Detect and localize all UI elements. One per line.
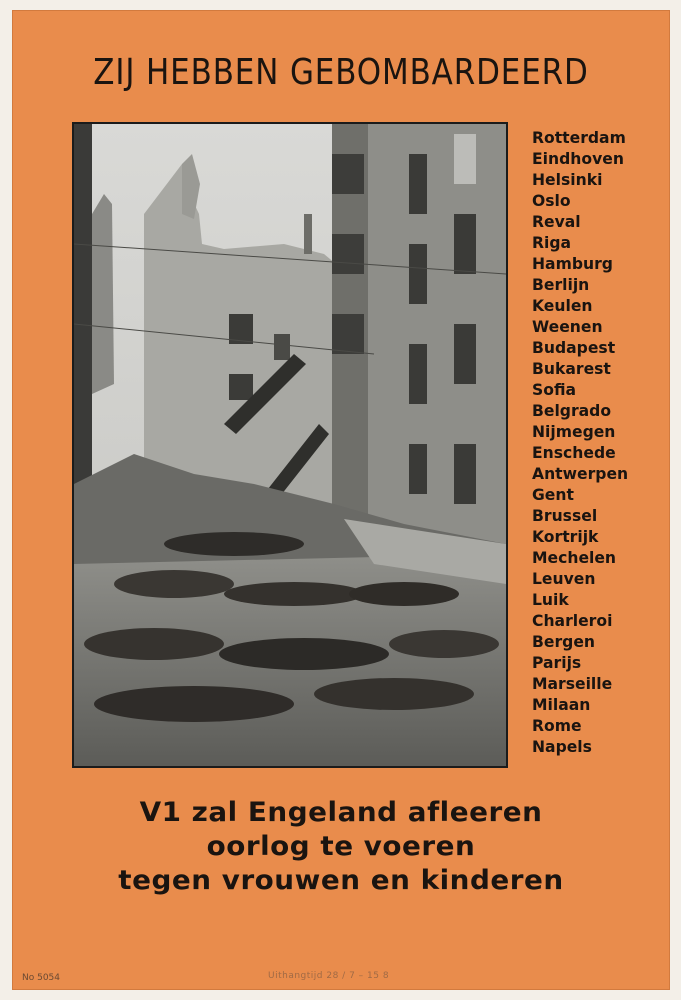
city-name: Mechelen bbox=[532, 549, 617, 567]
city-name: Sofia bbox=[532, 381, 577, 399]
slogan-line-1: V1 zal Engeland afleeren bbox=[139, 797, 543, 828]
city-name: Parijs bbox=[532, 654, 582, 672]
city-name: Antwerpen bbox=[532, 465, 629, 483]
city-name: Riga bbox=[532, 234, 572, 252]
city-name: Bukarest bbox=[532, 360, 611, 378]
city-name: Milaan bbox=[532, 696, 591, 714]
city-name: Reval bbox=[532, 213, 581, 231]
city-name: Enschede bbox=[532, 444, 616, 462]
poster-title: ZIJ HEBBEN GEBOMBARDEERD bbox=[93, 52, 589, 93]
city-name: Marseille bbox=[532, 675, 613, 693]
city-name: Weenen bbox=[532, 318, 603, 336]
bombed-cities-list bbox=[532, 128, 662, 758]
city-name: Rotterdam bbox=[532, 129, 626, 147]
city-name: Charleroi bbox=[532, 612, 613, 630]
city-name: Budapest bbox=[532, 339, 616, 357]
posting-date-stamp: Uithangtijd 28 / 7 – 15 8 bbox=[268, 971, 390, 981]
city-name: Keulen bbox=[532, 297, 593, 315]
city-name: Napels bbox=[532, 738, 592, 756]
slogan-line-3: tegen vrouwen en kinderen bbox=[118, 865, 564, 896]
poster-number: No 5054 bbox=[22, 973, 61, 983]
city-name: Berlijn bbox=[532, 276, 590, 294]
city-name: Eindhoven bbox=[532, 150, 624, 168]
city-name: Hamburg bbox=[532, 255, 613, 273]
city-name: Gent bbox=[532, 486, 574, 504]
bombed-street-photo-graphic bbox=[74, 124, 506, 766]
propaganda-poster bbox=[12, 10, 670, 990]
poster-slogan bbox=[12, 796, 670, 898]
city-name: Helsinki bbox=[532, 171, 603, 189]
city-name: Bergen bbox=[532, 633, 595, 651]
city-name: Leuven bbox=[532, 570, 596, 588]
city-name: Nijmegen bbox=[532, 423, 616, 441]
city-name: Rome bbox=[532, 717, 582, 735]
city-name: Luik bbox=[532, 591, 569, 609]
slogan-line-2: oorlog te voeren bbox=[206, 831, 476, 862]
bombed-street-photo bbox=[72, 122, 508, 768]
city-name: Oslo bbox=[532, 192, 571, 210]
city-name: Brussel bbox=[532, 507, 598, 525]
city-name: Belgrado bbox=[532, 402, 612, 420]
city-name: Kortrijk bbox=[532, 528, 599, 546]
